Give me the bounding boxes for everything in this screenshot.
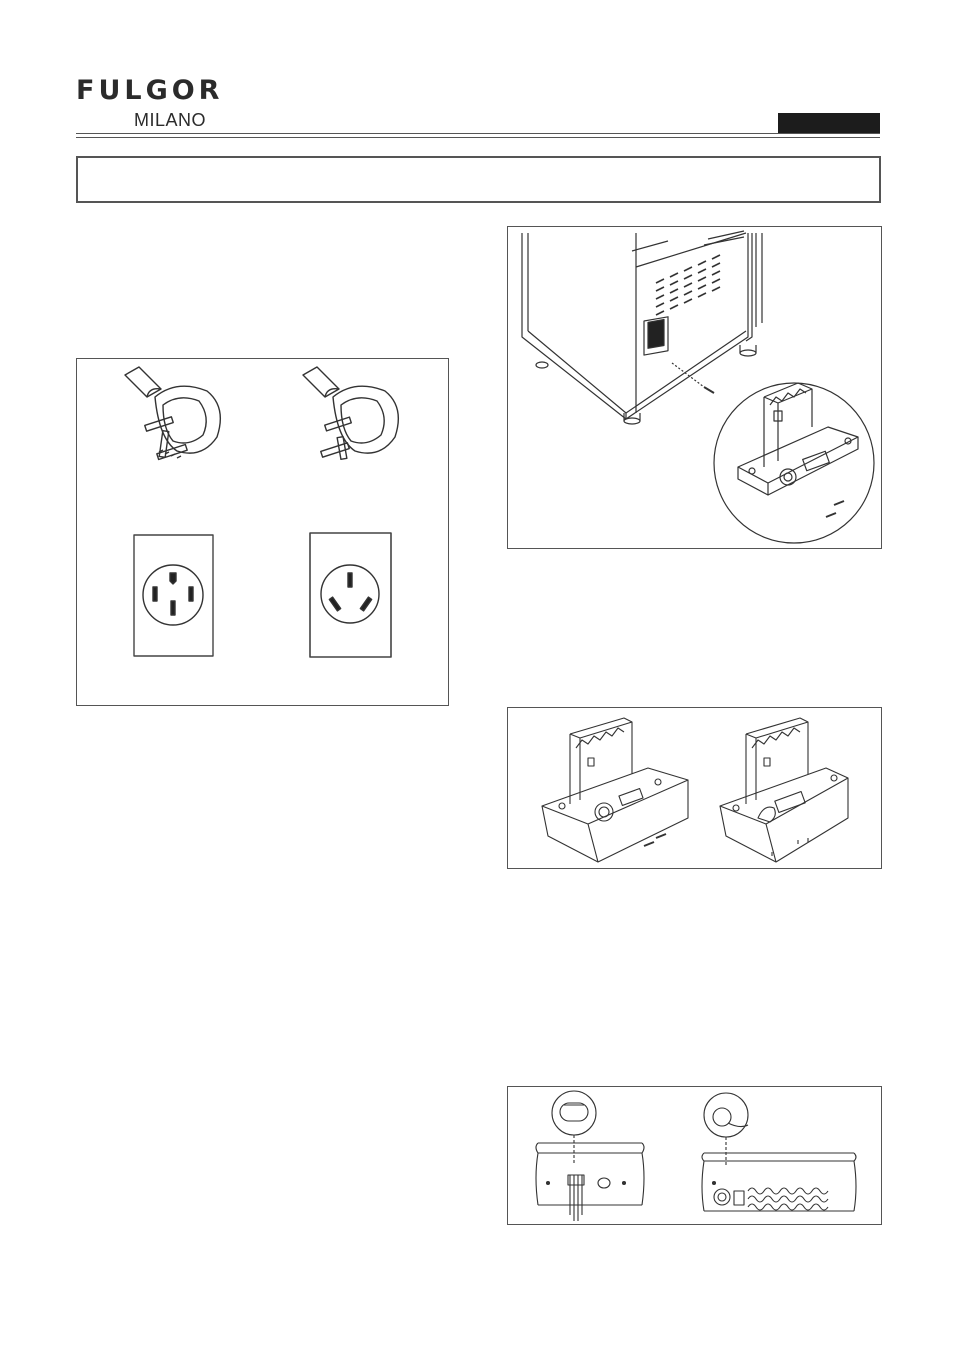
brand-sub-logo: MILANO: [134, 110, 207, 130]
plug-four-prong-icon: [125, 367, 220, 459]
outlet-three-slot-icon: [310, 533, 391, 657]
brand-logo: FULGOR: [76, 75, 224, 106]
section-tab: [778, 113, 880, 133]
plug-three-prong-icon: [303, 367, 398, 459]
header-divider: [76, 133, 880, 134]
plugs-outlets-figure: [76, 358, 449, 706]
strain-relief-figure: [507, 1086, 882, 1225]
section-title-box: [76, 156, 881, 203]
terminal-block-figure: [507, 707, 882, 869]
header-divider-secondary: [76, 137, 880, 138]
range-rear-figure: [507, 226, 882, 549]
outlet-four-slot-icon: [134, 535, 213, 656]
